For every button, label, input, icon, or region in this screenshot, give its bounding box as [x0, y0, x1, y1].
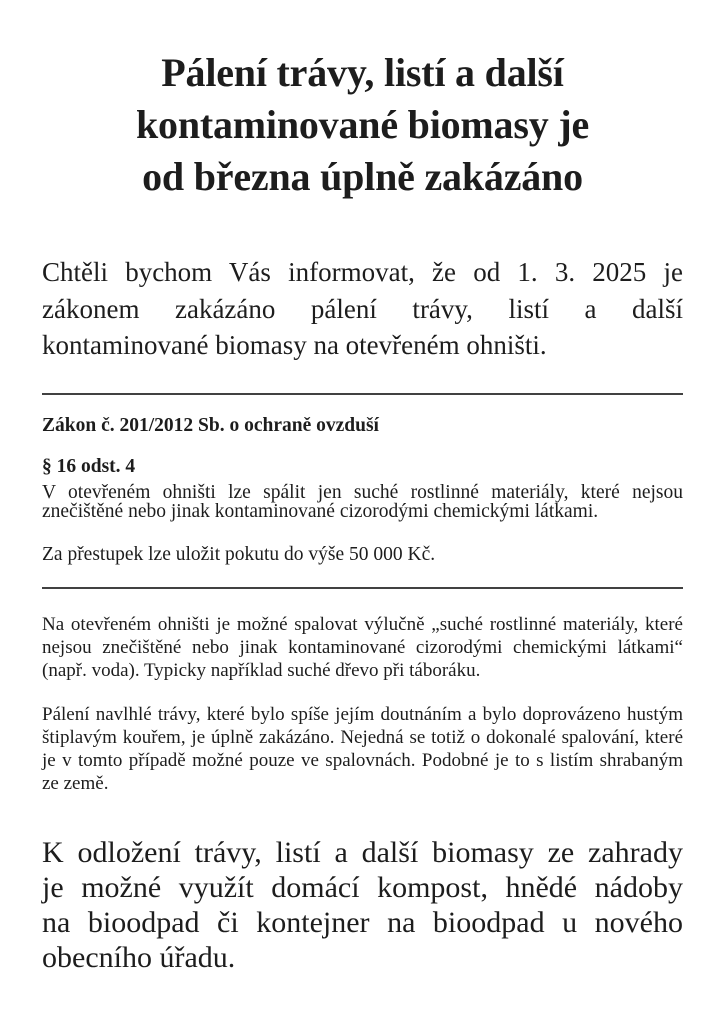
section-divider-top	[42, 393, 683, 395]
law-body-paragraph: V otevřeném ohništi lze spálit jen suché rostlinné materiály, které nejsou znečištěné nebo jinak kontaminované cizorodými chemickými látkami.	[42, 481, 683, 522]
penalty-note: Za přestupek lze uložit pokutu do výše 50 000 Kč.	[42, 543, 436, 565]
closing-line: K odložení trávy, listí a další biomasy ze zahrady	[42, 836, 683, 869]
section-divider-bottom	[42, 587, 683, 589]
intro-paragraph	[42, 254, 683, 364]
intro-line: zákonem zakázáno pálení trávy, listí a další	[42, 293, 683, 324]
note-paragraph-1: Na otevřeném ohništi je možné spalovat výlučně „suché rostlinné materiály, které nejsou znečištěné nebo jinak kontaminované cizorodými chemickými látkami“ (např. voda). Typicky například suché dřevo při táboráku.	[42, 614, 683, 681]
note-paragraph-2: Pálení navlhlé trávy, které bylo spíše jejím doutnáním a bylo doprovázeno hustým štiplavým kouřem, je úplně zakázáno. Nejedná se totiž o dokonalé spalování, které je v tomto případě možné pouze ve spalovnách. Podobné je to s listím shrabaným ze země.	[42, 704, 683, 794]
closing-line: je možné využít domácí kompost, hnědé nádoby	[42, 871, 683, 904]
title-line: Pálení trávy, listí a další	[161, 50, 564, 95]
closing-paragraph	[42, 835, 683, 975]
closing-line: na bioodpad či kontejner na bioodpad u nového	[42, 906, 683, 939]
title-line: kontaminované biomasy je	[135, 102, 589, 147]
title-line: od března úplně zakázáno	[142, 154, 583, 199]
law-clause-heading: § 16 odst. 4	[42, 455, 136, 477]
closing-line: obecního úřadu.	[42, 941, 236, 974]
document-title	[42, 47, 683, 203]
law-heading: Zákon č. 201/2012 Sb. o ochraně ovzduší	[42, 414, 379, 436]
intro-line: Chtěli bychom Vás informovat, že od 1. 3. 2025 je	[42, 257, 683, 287]
intro-line: kontaminované biomasy na otevřeném ohništi.	[42, 330, 547, 360]
